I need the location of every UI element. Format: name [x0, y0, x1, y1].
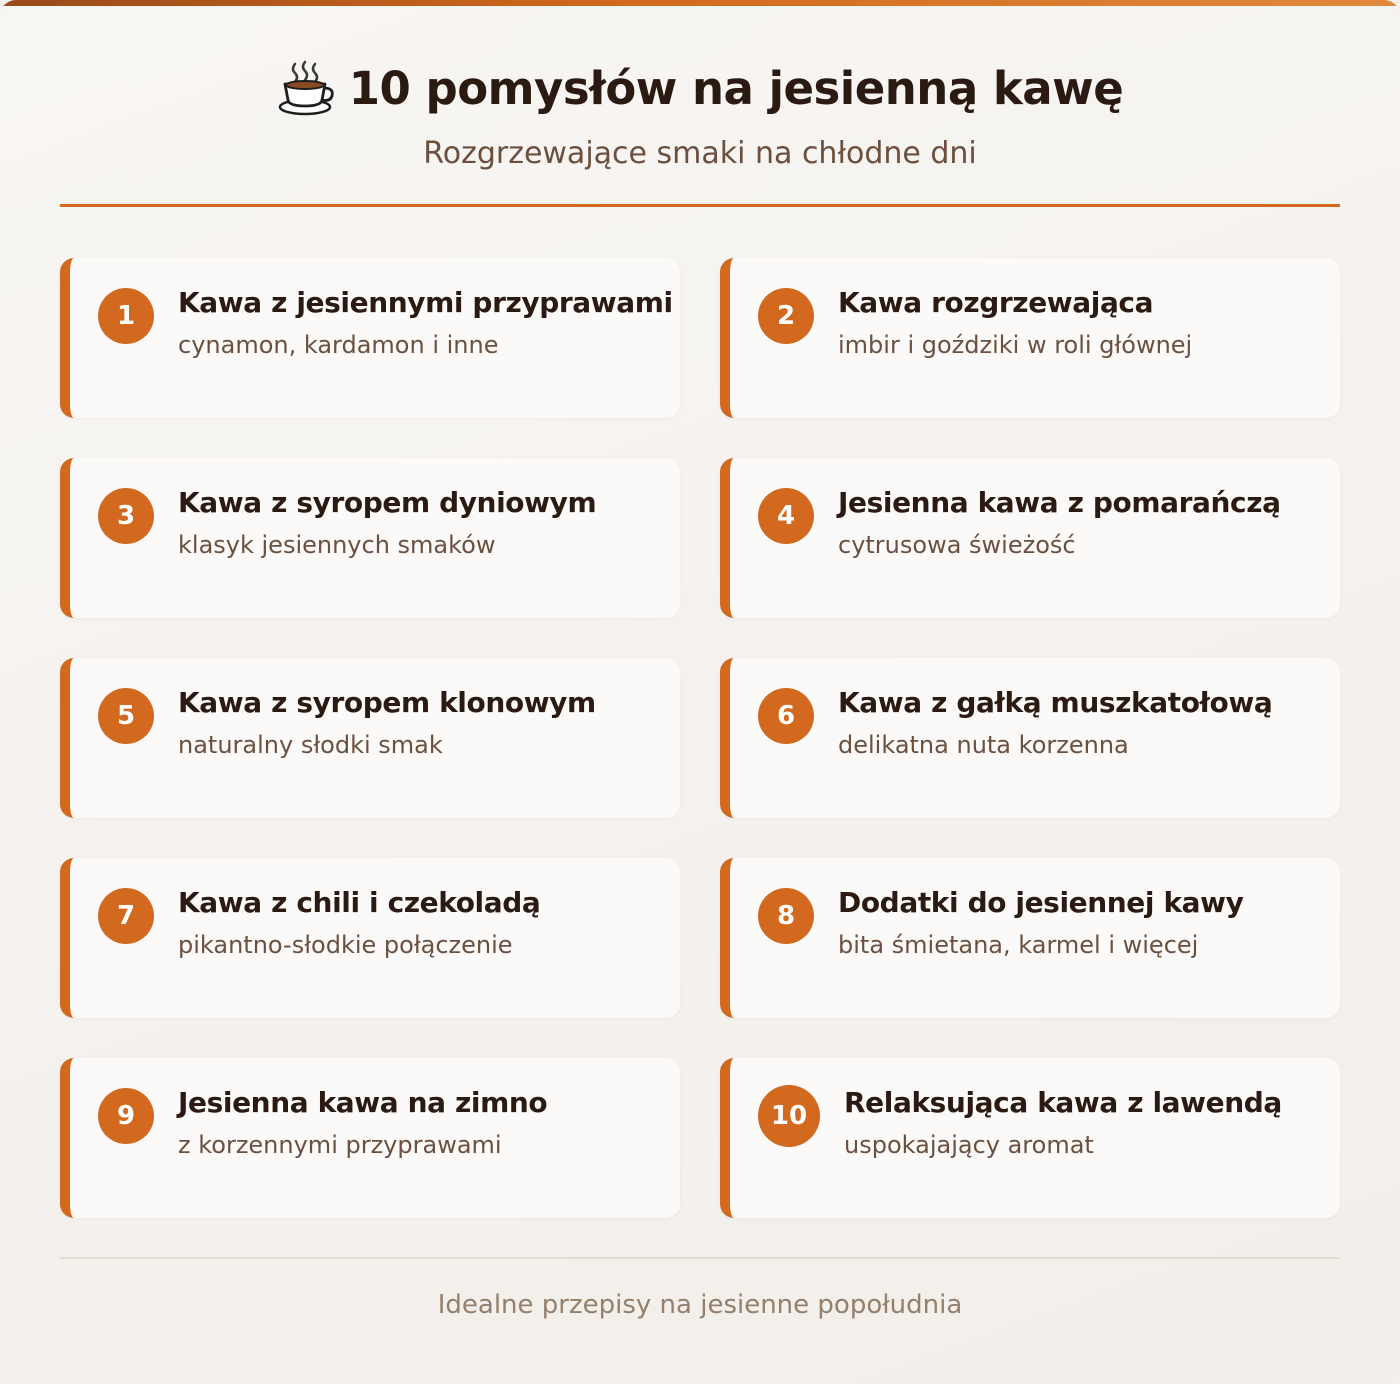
- idea-card: [60, 258, 680, 418]
- idea-description: cytrusowa świeżość: [838, 531, 1076, 559]
- idea-text: [178, 286, 673, 359]
- header: [60, 50, 1340, 171]
- idea-description: uspokajający aromat: [844, 1131, 1094, 1159]
- header-divider: [60, 204, 1340, 207]
- idea-number-badge: 10: [758, 1085, 820, 1147]
- idea-description: delikatna nuta korzenna: [838, 731, 1129, 759]
- idea-number-badge: 6: [758, 688, 814, 744]
- footer-divider: [60, 1257, 1340, 1259]
- idea-number-badge: 3: [98, 488, 154, 544]
- ideas-grid: [60, 258, 1340, 1218]
- idea-card: [720, 658, 1340, 818]
- idea-card: [720, 258, 1340, 418]
- idea-description: klasyk jesiennych smaków: [178, 531, 496, 559]
- page-subtitle: Rozgrzewające smaki na chłodne dni: [423, 136, 977, 171]
- idea-card: [720, 458, 1340, 618]
- idea-card: [60, 458, 680, 618]
- idea-text: [838, 886, 1324, 959]
- idea-title: Kawa rozgrzewająca: [838, 286, 1154, 319]
- idea-title: Jesienna kawa z pomarańczą: [838, 486, 1281, 519]
- idea-title: Kawa z syropem dyniowym: [178, 486, 597, 519]
- idea-title: Relaksująca kawa z lawendą: [844, 1086, 1282, 1119]
- idea-number-badge: 4: [758, 488, 814, 544]
- idea-text: [838, 286, 1324, 359]
- idea-text: [178, 686, 664, 759]
- idea-text: [838, 486, 1324, 559]
- idea-title: Jesienna kawa na zimno: [178, 1086, 548, 1119]
- top-accent-bar: [0, 0, 1400, 6]
- idea-number-badge: 5: [98, 688, 154, 744]
- idea-number-badge: 2: [758, 288, 814, 344]
- idea-description: imbir i goździki w roli głównej: [838, 331, 1193, 359]
- idea-description: cynamon, kardamon i inne: [178, 331, 499, 359]
- idea-title: Dodatki do jesiennej kawy: [838, 886, 1244, 919]
- idea-card: [60, 658, 680, 818]
- idea-number-badge: 9: [98, 1088, 154, 1144]
- idea-text: [838, 686, 1324, 759]
- idea-description: pikantno-słodkie połączenie: [178, 931, 513, 959]
- idea-text: [178, 486, 664, 559]
- idea-title: Kawa z syropem klonowym: [178, 686, 596, 719]
- hot-beverage-icon: [277, 60, 335, 116]
- idea-text: [178, 1086, 664, 1159]
- title-row: [60, 50, 1340, 126]
- idea-description: naturalny słodki smak: [178, 731, 443, 759]
- idea-text: [178, 886, 664, 959]
- idea-card: [60, 1058, 680, 1218]
- idea-description: bita śmietana, karmel i więcej: [838, 931, 1199, 959]
- idea-card: [60, 858, 680, 1018]
- idea-title: Kawa z chili i czekoladą: [178, 886, 541, 919]
- idea-card: [720, 858, 1340, 1018]
- idea-description: z korzennymi przyprawami: [178, 1131, 502, 1159]
- idea-card: [720, 1058, 1340, 1218]
- idea-number-badge: 8: [758, 888, 814, 944]
- idea-number-badge: 7: [98, 888, 154, 944]
- idea-title: Kawa z gałką muszkatołową: [838, 686, 1273, 719]
- idea-number-badge: 1: [98, 288, 154, 344]
- footer-note: Idealne przepisy na jesienne popołudnia: [437, 1290, 963, 1320]
- idea-title: Kawa z jesiennymi przyprawami: [178, 286, 673, 319]
- idea-text: [844, 1086, 1324, 1159]
- page-title: 10 pomysłów na jesienną kawę: [348, 61, 1124, 115]
